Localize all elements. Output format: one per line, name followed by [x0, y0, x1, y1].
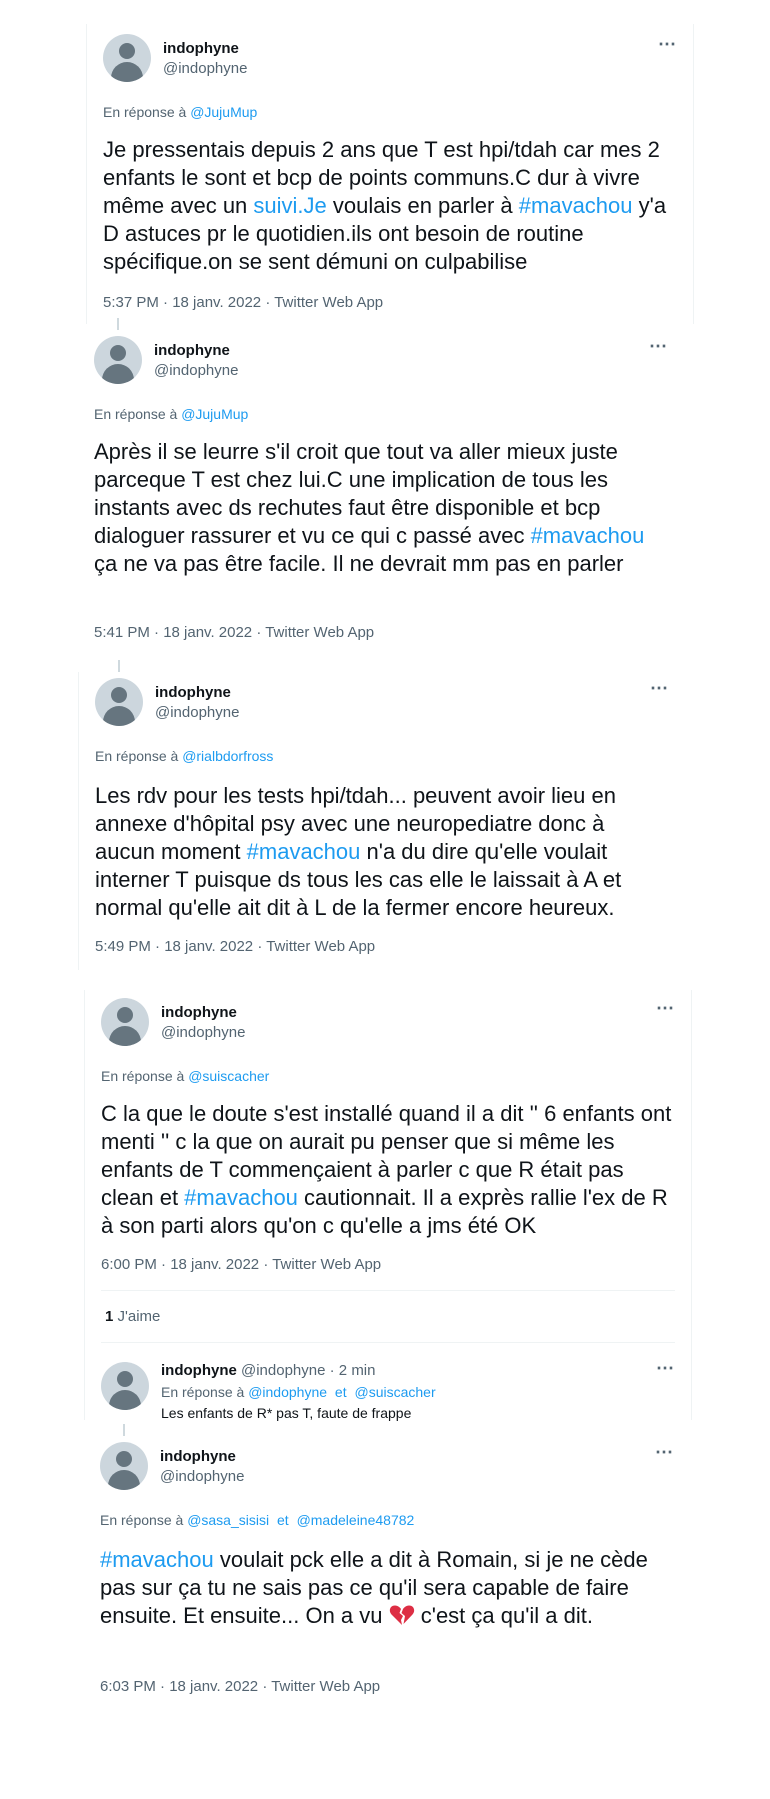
reply-prefix: En réponse à [103, 104, 187, 120]
display-name[interactable]: indophyne [163, 40, 239, 57]
tweet-card [78, 672, 685, 970]
tweet-header [94, 336, 668, 388]
reply-to-link[interactable]: @suiscacher [354, 1384, 436, 1400]
display-name[interactable]: indophyne [161, 1362, 237, 1379]
thread-connector [118, 660, 120, 672]
sub-reply-text: Les enfants de R* pas T, faute de frappe [161, 1405, 412, 1421]
reply-to-link[interactable]: @madeleine48782 [296, 1512, 415, 1528]
tweet-text: Je pressentais depuis 2 ans que T est hpi/tdah car mes 2 enfants le sont et bcp de points communs.C dur à vivre même avec un suivi.Je voulais en parler à #mavachou y'a D astuces pr le quotidien.ils ont besoin de routine spécifique.on se sent démuni on culpabilise [103, 137, 667, 274]
display-name[interactable]: indophyne [160, 1448, 236, 1465]
user-handle[interactable]: @indophyne [161, 1024, 246, 1041]
tweet-text: C la que le doute s'est installé quand il a dit '' 6 enfants ont menti '' c la que on aurait pu penser que si même les enfants de T commençaient à parler c que R était pas clean et #mavachou cautionnait. Il a exprès rallie l'ex de R à son parti alors qu'on c qu'elle a jms été OK [101, 1101, 672, 1238]
reply-to-link[interactable]: @suiscacher [188, 1068, 270, 1084]
tweet-timestamp[interactable]: 5:41 PM · 18 janv. 2022 · Twitter Web App [94, 624, 375, 641]
sub-reply-time[interactable]: · 2 min [329, 1362, 376, 1379]
sub-reply[interactable] [101, 1358, 675, 1422]
reply-context [95, 748, 273, 764]
tweet-card [84, 1436, 690, 1716]
user-handle[interactable]: @indophyne [154, 362, 239, 379]
more-options-icon[interactable]: ⋯ [656, 998, 675, 1018]
divider [101, 1290, 675, 1291]
display-name[interactable]: indophyne [155, 684, 231, 701]
more-options-icon[interactable]: ⋯ [655, 1442, 674, 1462]
more-options-icon[interactable]: ⋯ [649, 336, 668, 356]
tweet-header [103, 34, 677, 86]
thread-connector [117, 318, 119, 330]
more-options-icon[interactable]: ⋯ [650, 678, 669, 698]
tweet-timestamp[interactable]: 6:00 PM · 18 janv. 2022 · Twitter Web App [101, 1256, 382, 1273]
reply-to-link[interactable]: @indophyne [248, 1384, 328, 1400]
avatar[interactable] [94, 336, 142, 384]
sub-reply-header [161, 1362, 375, 1379]
reply-context [94, 406, 248, 422]
avatar[interactable] [103, 34, 151, 82]
display-name[interactable]: indophyne [161, 1004, 237, 1021]
tweet-text: Les rdv pour les tests hpi/tdah... peuvent avoir lieu en annexe d'hôpital psy avec une neuropediatre donc à aucun moment #mavachou n'a du dire qu'elle voulait interner T puisque ds tous les cas elle le laissait à A et normal qu'elle ait dit à L de la fermer encore heureux. [95, 783, 622, 920]
tweet-timestamp[interactable]: 5:49 PM · 18 janv. 2022 · Twitter Web App [95, 938, 376, 955]
reply-prefix: En réponse à [100, 1512, 184, 1528]
avatar[interactable] [101, 1362, 149, 1410]
hashtag-link[interactable]: #mavachou [246, 839, 361, 864]
reply-context [101, 1068, 269, 1084]
tweet-header [100, 1442, 674, 1494]
tweet-timestamp[interactable]: 5:37 PM · 18 janv. 2022 · Twitter Web App [103, 294, 384, 311]
divider [101, 1342, 675, 1343]
user-handle[interactable]: @indophyne [155, 704, 240, 721]
inline-link[interactable]: suivi.Je [253, 193, 327, 218]
reply-context [103, 104, 257, 120]
hashtag-link[interactable]: #mavachou [530, 523, 645, 548]
hashtag-link[interactable]: #mavachou [518, 193, 633, 218]
likes-count[interactable]: 1 J'aime [105, 1308, 161, 1325]
user-handle[interactable]: @indophyne [241, 1362, 326, 1379]
tweet-card [78, 330, 684, 645]
broken-heart-icon [389, 1603, 415, 1627]
reply-context: En réponse à @indophyne et @suiscacher [161, 1384, 436, 1400]
avatar[interactable] [100, 1442, 148, 1490]
hashtag-link[interactable]: #mavachou [100, 1547, 214, 1572]
tweet-timestamp[interactable]: 6:03 PM · 18 janv. 2022 · Twitter Web App [100, 1678, 381, 1695]
avatar[interactable] [101, 998, 149, 1046]
tweet-card [86, 24, 694, 324]
reply-to-link[interactable]: @JujuMup [190, 104, 258, 120]
tweet-text: Après il se leurre s'il croit que tout va aller mieux juste parceque T est chez lui.C une implication de tous les instants avec ds rechutes faut être disponible et bcp dialoguer rassurer et vu ce qui c passé avec #mavachou ça ne va pas être facile. Il ne devrait mm pas en parler [94, 439, 645, 576]
reply-prefix: En réponse à [94, 406, 178, 422]
reply-to-link[interactable]: @rialbdorfross [182, 748, 274, 764]
reply-prefix: En réponse à [101, 1068, 185, 1084]
display-name[interactable]: indophyne [154, 342, 230, 359]
reply-to-link[interactable]: @sasa_sisisi [187, 1512, 270, 1528]
user-handle[interactable]: @indophyne [163, 60, 248, 77]
reply-prefix: En réponse à [95, 748, 179, 764]
tweet-header [95, 678, 669, 730]
tweet-text: #mavachou voulait pck elle a dit à Romain, si je ne cède pas sur ça tu ne sais pas ce qu'il sera capable de faire ensuite. Et ensuite... On a vu c'est ça qu'il a dit. [100, 1547, 648, 1628]
reply-to-link[interactable]: @JujuMup [181, 406, 249, 422]
tweet-header [101, 998, 675, 1050]
tweet-card [84, 990, 692, 1420]
thread-connector [123, 1424, 125, 1436]
avatar[interactable] [95, 678, 143, 726]
reply-context: En réponse à @sasa_sisisi et @madeleine48782 [100, 1512, 415, 1528]
hashtag-link[interactable]: #mavachou [184, 1185, 298, 1210]
more-options-icon[interactable]: ⋯ [658, 34, 677, 54]
user-handle[interactable]: @indophyne [160, 1468, 245, 1485]
more-options-icon[interactable]: ⋯ [656, 1358, 675, 1378]
